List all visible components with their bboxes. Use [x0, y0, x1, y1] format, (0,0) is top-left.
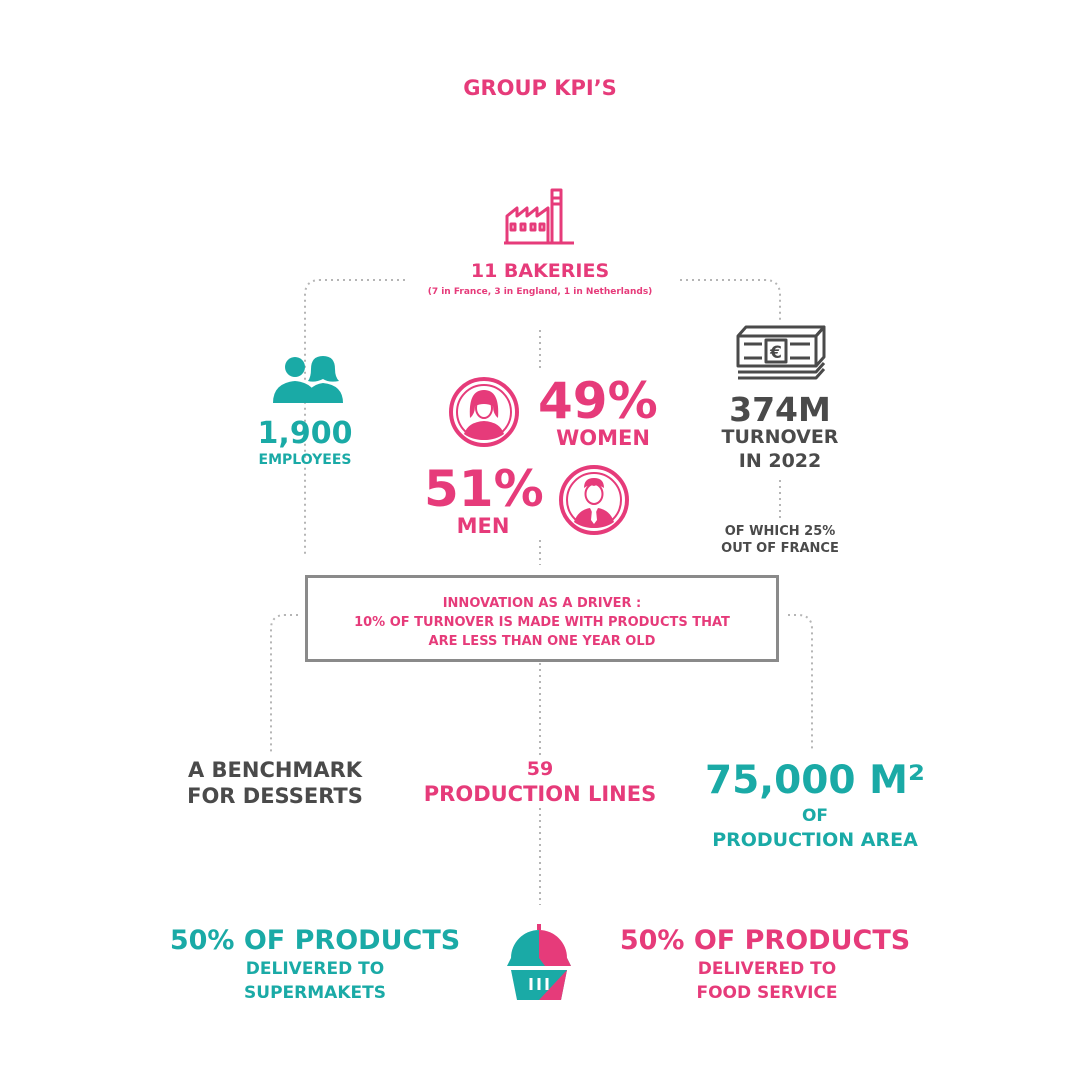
area-label-of: OF — [801, 806, 829, 826]
cupcake-icon — [505, 922, 573, 1002]
turnover-label: TURNOVER — [721, 426, 839, 448]
area-value: 75,000 M² — [705, 758, 925, 803]
women-label: WOMEN — [556, 426, 650, 450]
supermarkets-label-2: SUPERMAKETS — [244, 983, 386, 1003]
woman-icon — [448, 376, 520, 448]
turnover-note-2: OUT OF FRANCE — [721, 541, 839, 556]
food-service-label: DELIVERED TO — [697, 959, 837, 979]
innovation-text-2: ARE LESS THAN ONE YEAR OLD — [428, 634, 656, 649]
men-label: MEN — [456, 514, 510, 538]
page-title: GROUP KPI’S — [463, 76, 617, 100]
turnover-value: 374M — [729, 390, 831, 429]
benchmark-text-2: FOR DESSERTS — [187, 784, 363, 808]
people-icon — [271, 355, 345, 403]
benchmark-text: A BENCHMARK — [187, 758, 363, 782]
bakeries-value: 11 BAKERIES — [470, 260, 610, 282]
employees-value: 1,900 — [257, 416, 353, 451]
innovation-box — [305, 575, 779, 662]
production-lines-value: 59 — [526, 758, 554, 780]
men-value: 51% — [424, 460, 544, 518]
bakeries-detail: (7 in France, 3 in England, 1 in Netherlands) — [427, 287, 653, 297]
food-service-label-2: FOOD SERVICE — [696, 983, 838, 1003]
turnover-year: IN 2022 — [738, 450, 822, 472]
area-label: PRODUCTION AREA — [712, 829, 918, 851]
innovation-title: INNOVATION AS A DRIVER : — [442, 596, 642, 611]
production-lines-label: PRODUCTION LINES — [423, 782, 657, 806]
factory-icon — [502, 186, 576, 248]
svg-text:€: € — [770, 343, 782, 363]
supermarkets-value: 50% OF PRODUCTS — [169, 925, 461, 956]
women-value: 49% — [538, 372, 658, 430]
supermarkets-label: DELIVERED TO — [245, 959, 385, 979]
innovation-text: 10% OF TURNOVER IS MADE WITH PRODUCTS THAT — [354, 615, 730, 630]
food-service-value: 50% OF PRODUCTS — [619, 925, 911, 956]
employees-label: EMPLOYEES — [258, 452, 352, 468]
man-icon — [558, 464, 630, 536]
money-stack-icon — [732, 324, 828, 382]
turnover-note: OF WHICH 25% — [724, 524, 836, 539]
